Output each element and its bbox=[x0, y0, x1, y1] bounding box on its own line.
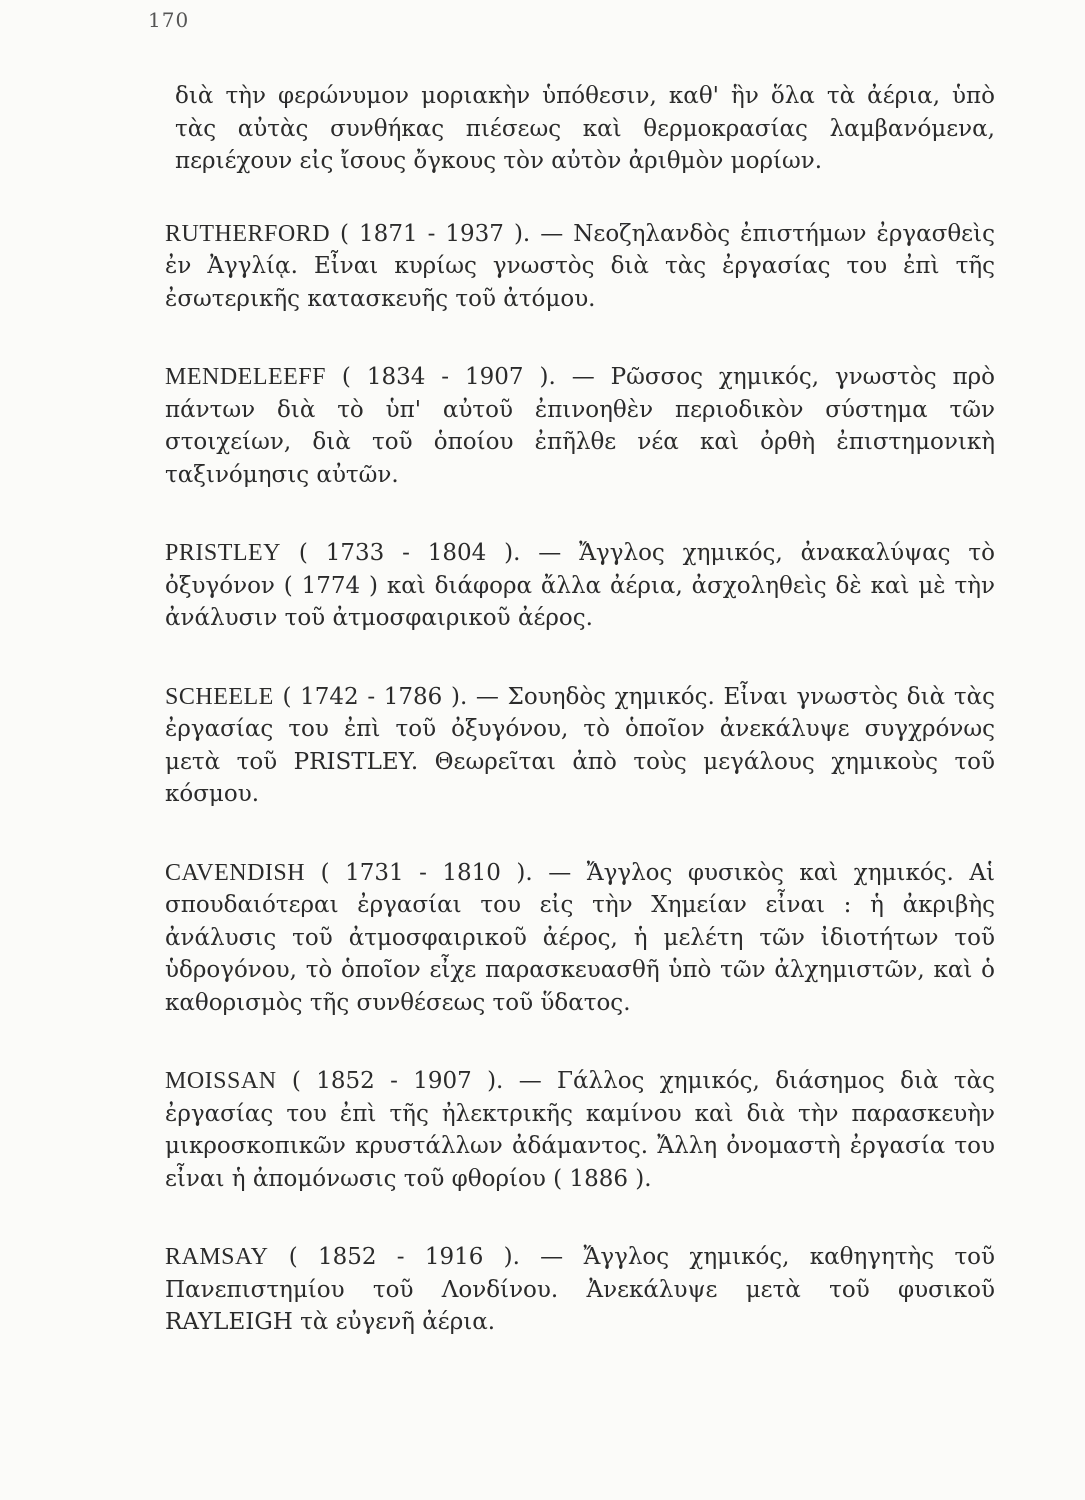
entry-name: MOISSAN bbox=[165, 1068, 277, 1094]
entry-text: — Γάλλος χημικός, διάσημος διὰ τὰς ἐργασίας του ἐπὶ τῆς ἠλεκτρικῆς καμίνου καὶ διὰ τὴν παρασκευὴν μικροσκοπικῶν κρυστάλλων ἀδάμαντος. Ἄλλη ὀνομαστὴ ἐργασία του εἶναι ἡ ἀπομόνωσις τοῦ φθορίου ( 1886 ). bbox=[165, 1068, 995, 1192]
entry-name: RUTHERFORD bbox=[165, 220, 331, 247]
entry-text: — Ρῶσσος χημικός, γνωστὸς πρὸ πάντων διὰ τὸ ὑπ' αὐτοῦ ἐπινοηθὲν περιοδικὸν σύστημα τῶν στοιχείων, διὰ τοῦ ὁποίου ἐπῆλθε νέα καὶ ὀρθὴ ἐπιστημονικὴ ταξινόμησις αὐτῶν. bbox=[165, 364, 995, 488]
entry-cavendish bbox=[165, 857, 995, 1020]
entry-name: RAMSAY bbox=[165, 1244, 269, 1270]
entry-rutherford bbox=[165, 218, 995, 316]
page-number: 170 bbox=[148, 8, 190, 32]
entry-dates: ( 1834 - 1907 ). bbox=[326, 364, 556, 390]
entry-dates: ( 1731 - 1810 ). bbox=[305, 859, 533, 886]
intro-paragraph: διὰ τὴν φερώνυμον μοριακὴν ὑπόθεσιν, καθ' ἣν ὅλα τὰ ἀέρια, ὑπὸ τὰς αὐτὰς συνθήκας πιέσεως καὶ θερμοκρασίας λαμβανόμενα, περιέχουν εἰς ἴσους ὄγκους τὸν αὐτὸν ἀριθμὸν μορίων. bbox=[175, 83, 995, 174]
entry-moissan bbox=[165, 1065, 995, 1195]
entry-ramsay bbox=[165, 1241, 995, 1339]
entry-text: — Νεοζηλανδὸς ἐπιστήμων ἐργασθεὶς ἐν Ἀγγλίᾳ. Εἶναι κυρίως γνωστὸς διὰ τὰς ἐργασίας του ἐπὶ τῆς ἐσωτερικῆς κατασκευῆς τοῦ ἀτόμου. bbox=[165, 220, 995, 312]
page-body bbox=[165, 80, 995, 1385]
entry-mendeleeff bbox=[165, 361, 995, 491]
entry-name: CAVENDISH bbox=[165, 859, 306, 886]
entry-name: MENDELEEFF bbox=[165, 364, 326, 390]
entry-name: SCHEELE bbox=[165, 683, 274, 710]
entry-pristley bbox=[165, 537, 995, 635]
entry-text: — Ἄγγλος χημικός, ἀνακαλύψας τὸ ὀξυγόνον ( 1774 ) καὶ διάφορα ἄλλα ἀέρια, ἀσχοληθεὶς δὲ καὶ μὲ τὴν ἀνάλυσιν τοῦ ἀτμοσφαιρικοῦ ἀέρος. bbox=[165, 540, 995, 631]
entry-text: — Ἄγγλος φυσικὸς καὶ χημικός. Αἱ σπουδαιότεραι ἐργασίαι του εἰς τὴν Χημείαν εἶναι : ἡ ἀκριβὴς ἀνάλυσις τοῦ ἀτμοσφαιρικοῦ ἀέρος, ἡ μελέτη τῶν ἰδιοτήτων τοῦ ὑδρογόνου, τὸ ὁποῖον εἶχε παρασκευασθῆ ὑπὸ τῶν ἀλχημιστῶν, καὶ ὁ καθορισμὸς τῆς συνθέσεως τοῦ ὕδατος. bbox=[165, 859, 995, 1016]
entry-dates: ( 1871 - 1937 ). bbox=[330, 220, 531, 247]
entry-text: — Ἄγγλος χημικός, καθηγητὴς τοῦ Πανεπιστημίου τοῦ Λονδίνου. Ἀνεκάλυψε μετὰ τοῦ φυσικοῦ RAYLEIGH τὰ εὐγενῆ ἀέρια. bbox=[165, 1244, 996, 1335]
entry-dates: ( 1852 - 1916 ). bbox=[268, 1244, 520, 1270]
entry-text: — Σουηδὸς χημικός. Εἶναι γνωστὸς διὰ τὰς ἐργασίας του ἐπὶ τοῦ ὀξυγόνου, τὸ ὁποῖον ἀνεκάλυψε συγχρόνως μετὰ τοῦ PRISTLEY. Θεωρεῖται ἀπὸ τοὺς μεγάλους χημικοὺς τοῦ κόσμου. bbox=[165, 683, 995, 807]
entry-name: PRISTLEY bbox=[165, 540, 282, 566]
entry-dates: ( 1742 - 1786 ). bbox=[273, 683, 468, 710]
entry-scheele bbox=[165, 681, 995, 811]
entry-dates: ( 1852 - 1907 ). bbox=[276, 1068, 504, 1094]
entry-dates: ( 1733 - 1804 ). bbox=[281, 540, 521, 566]
